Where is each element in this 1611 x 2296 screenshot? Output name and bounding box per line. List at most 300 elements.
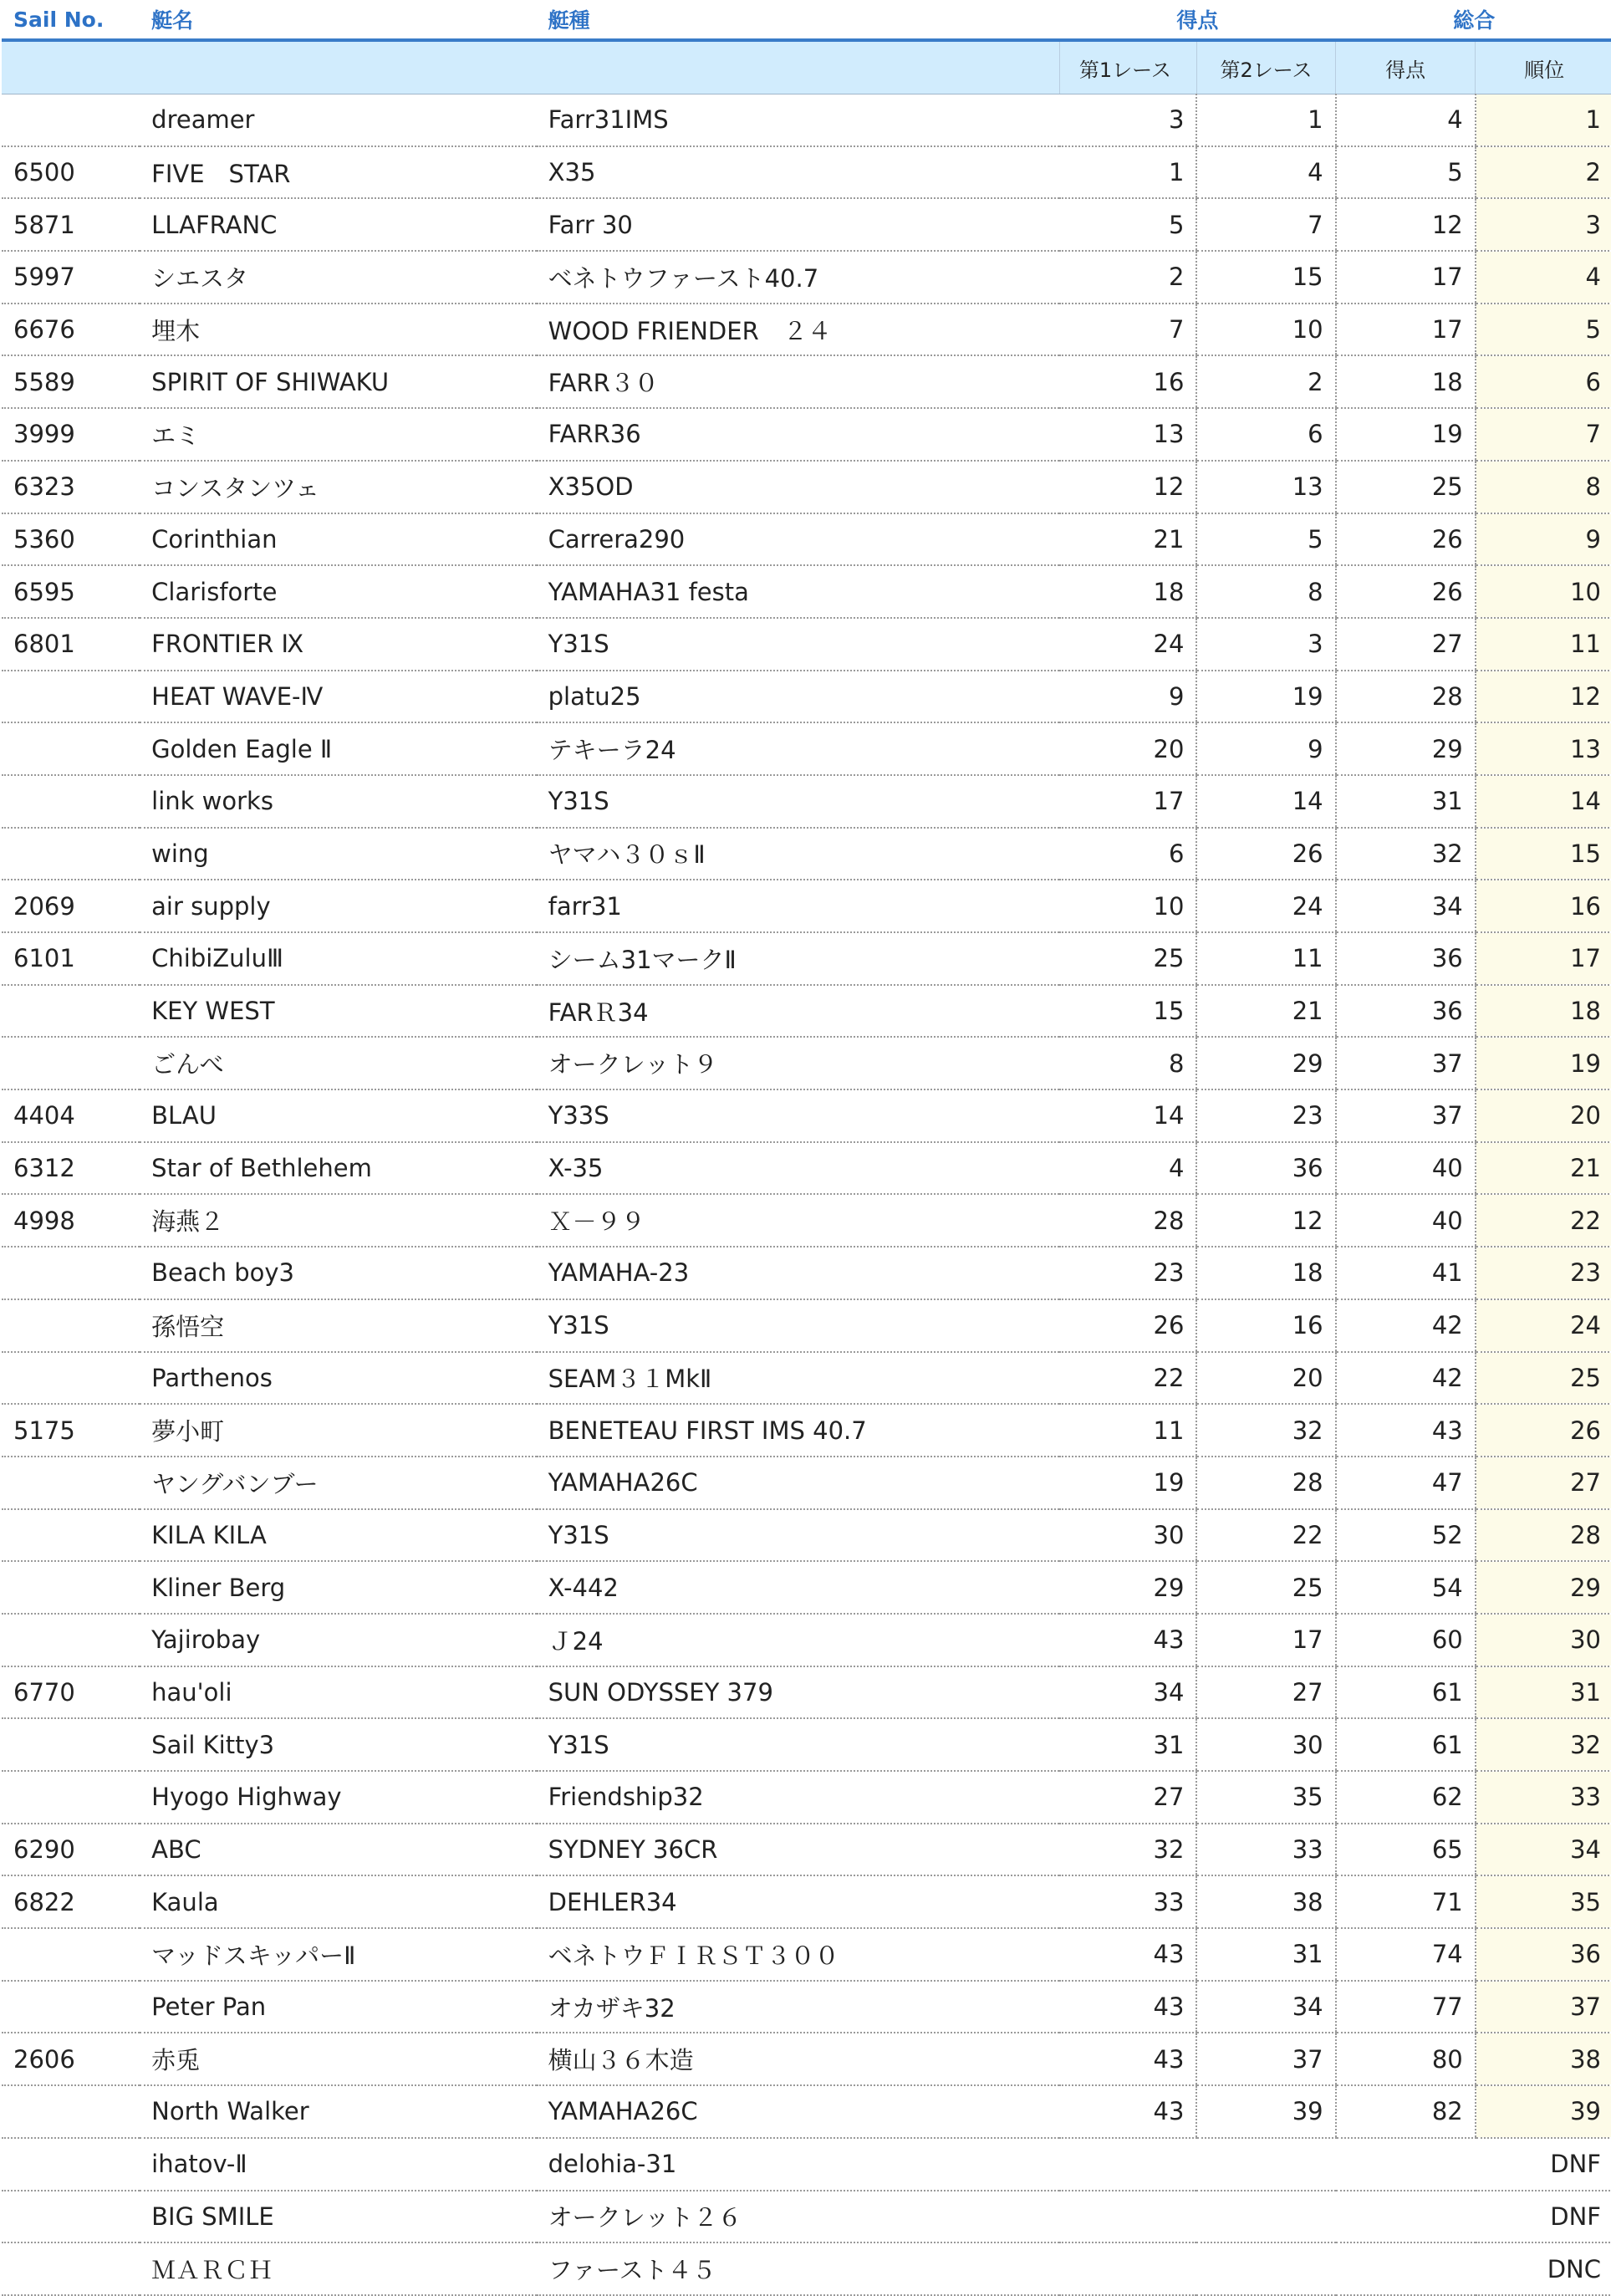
boat-name-cell: コンスタンツェ <box>140 461 536 513</box>
boat-name-cell: Yajirobay <box>140 1614 536 1666</box>
header-overall: 総合 <box>1336 0 1611 40</box>
total-score-cell: 5 <box>1336 146 1476 199</box>
race2-score-cell: 16 <box>1196 1299 1335 1352</box>
boat-name-cell: Golden Eagle Ⅱ <box>140 722 536 775</box>
total-score-cell: 71 <box>1336 1875 1476 1928</box>
total-score-cell: 62 <box>1336 1771 1476 1824</box>
race2-score-cell: 28 <box>1196 1457 1335 1509</box>
race1-score-cell: 5 <box>1059 198 1196 251</box>
race1-score-cell: 23 <box>1059 1247 1196 1299</box>
header-score: 得点 <box>1059 0 1335 40</box>
race2-score-cell: 18 <box>1196 1247 1335 1299</box>
table-row <box>2 1299 1611 1352</box>
rank-cell: 9 <box>1476 513 1611 566</box>
total-score-cell: 17 <box>1336 251 1476 304</box>
race2-score-cell: 7 <box>1196 198 1335 251</box>
race1-score-cell: 10 <box>1059 880 1196 932</box>
boat-type-cell: X35 <box>537 146 1060 199</box>
rank-cell: 12 <box>1476 671 1611 723</box>
boat-type-cell: YAMAHA26C <box>537 1457 1060 1509</box>
race2-score-cell: 38 <box>1196 1875 1335 1928</box>
boat-type-cell: farr31 <box>537 880 1060 932</box>
rank-cell: 21 <box>1476 1142 1611 1195</box>
total-score-cell: 12 <box>1336 198 1476 251</box>
race1-score-cell: 28 <box>1059 1194 1196 1247</box>
race2-score-cell: 31 <box>1196 1928 1335 1981</box>
table-row <box>2 2033 1611 2085</box>
boat-type-cell: platu25 <box>537 671 1060 723</box>
race2-score-cell: 8 <box>1196 565 1335 618</box>
total-score-cell: 65 <box>1336 1824 1476 1876</box>
table-row <box>2 1194 1611 1247</box>
boat-type-cell: Ｘ－９９ <box>537 1194 1060 1247</box>
sail-number-cell <box>2 722 140 775</box>
boat-type-cell: Y33S <box>537 1089 1060 1142</box>
sail-number-cell: 6290 <box>2 1824 140 1876</box>
sail-number-cell: 5997 <box>2 251 140 304</box>
race1-score-cell: 34 <box>1059 1666 1196 1719</box>
boat-type-cell: X-442 <box>537 1561 1060 1614</box>
rank-cell: 11 <box>1476 618 1611 671</box>
race2-score-cell: 1 <box>1196 94 1335 146</box>
race2-score-cell: 36 <box>1196 1142 1335 1195</box>
race1-score-cell: 32 <box>1059 1824 1196 1876</box>
race2-score-cell: 5 <box>1196 513 1335 566</box>
boat-name-cell: 海燕２ <box>140 1194 536 1247</box>
boat-name-cell: FIVE STAR <box>140 146 536 199</box>
sail-number-cell <box>2 775 140 828</box>
table-row <box>2 828 1611 880</box>
total-score-cell: 43 <box>1336 1404 1476 1457</box>
table-row <box>2 985 1611 1038</box>
boat-name-cell: link works <box>140 775 536 828</box>
rank-cell: 6 <box>1476 355 1611 408</box>
boat-name-cell: dreamer <box>140 94 536 146</box>
sail-number-cell: 6595 <box>2 565 140 618</box>
race1-score-cell: 43 <box>1059 2085 1196 2138</box>
total-score-cell: 74 <box>1336 1928 1476 1981</box>
sail-number-cell <box>2 828 140 880</box>
header-boat-name: 艇名 <box>140 0 536 40</box>
boat-type-cell: Farr 30 <box>537 198 1060 251</box>
boat-name-cell: ABC <box>140 1824 536 1876</box>
race2-score-cell: 19 <box>1196 671 1335 723</box>
boat-name-cell: ヤングバンブー <box>140 1457 536 1509</box>
table-row <box>2 1089 1611 1142</box>
race2-score-cell: 11 <box>1196 932 1335 985</box>
rank-cell: 10 <box>1476 565 1611 618</box>
race2-score-cell: 22 <box>1196 1509 1335 1562</box>
rank-cell: 16 <box>1476 880 1611 932</box>
rank-cell: 31 <box>1476 1666 1611 1719</box>
total-score-cell: 61 <box>1336 1666 1476 1719</box>
boat-name-cell: Peter Pan <box>140 1981 536 2033</box>
rank-cell: 22 <box>1476 1194 1611 1247</box>
race1-score-cell: 27 <box>1059 1771 1196 1824</box>
boat-type-cell: YAMAHA26C <box>537 2085 1060 2138</box>
race1-score-cell: 12 <box>1059 461 1196 513</box>
rank-cell: 25 <box>1476 1352 1611 1405</box>
race2-score-cell: 26 <box>1196 828 1335 880</box>
rank-cell: 33 <box>1476 1771 1611 1824</box>
boat-name-cell: 夢小町 <box>140 1404 536 1457</box>
race2-score-cell: 23 <box>1196 1089 1335 1142</box>
results-body <box>2 94 1611 2295</box>
sail-number-cell <box>2 985 140 1038</box>
race2-score-cell: 34 <box>1196 1981 1335 2033</box>
race1-score-cell: 8 <box>1059 1037 1196 1089</box>
race1-score-cell: 4 <box>1059 1142 1196 1195</box>
sail-number-cell: 5589 <box>2 355 140 408</box>
table-row <box>2 94 1611 146</box>
total-score-cell: 31 <box>1336 775 1476 828</box>
sail-number-cell: 6323 <box>2 461 140 513</box>
total-score-cell: 82 <box>1336 2085 1476 2138</box>
table-row <box>2 722 1611 775</box>
rank-cell: 14 <box>1476 775 1611 828</box>
table-row <box>2 1666 1611 1719</box>
race1-score-cell: 11 <box>1059 1404 1196 1457</box>
table-row <box>2 198 1611 251</box>
boat-name-cell: Kliner Berg <box>140 1561 536 1614</box>
sail-number-cell <box>2 1299 140 1352</box>
sail-number-cell: 6801 <box>2 618 140 671</box>
race2-score-cell: 6 <box>1196 408 1335 461</box>
sail-number-cell: 4404 <box>2 1089 140 1142</box>
boat-name-cell: シエスタ <box>140 251 536 304</box>
boat-name-cell: Kaula <box>140 1875 536 1928</box>
race1-score-cell: 3 <box>1059 94 1196 146</box>
table-row <box>2 1509 1611 1562</box>
race1-score-cell: 21 <box>1059 513 1196 566</box>
race1-score-cell: 17 <box>1059 775 1196 828</box>
race1-score-cell: 25 <box>1059 932 1196 985</box>
boat-type-cell: Farr31IMS <box>537 94 1060 146</box>
total-score-cell: 4 <box>1336 94 1476 146</box>
sail-number-cell <box>2 1718 140 1771</box>
sail-number-cell: 5175 <box>2 1404 140 1457</box>
boat-name-cell: 埋木 <box>140 304 536 356</box>
race2-score-cell: 32 <box>1196 1404 1335 1457</box>
table-row <box>2 1037 1611 1089</box>
sail-number-cell <box>2 1037 140 1089</box>
rank-cell: 15 <box>1476 828 1611 880</box>
table-row <box>2 2242 1611 2295</box>
race2-score-cell: 21 <box>1196 985 1335 1038</box>
race1-score-cell: 33 <box>1059 1875 1196 1928</box>
total-score-cell: 32 <box>1336 828 1476 880</box>
rank-cell: 8 <box>1476 461 1611 513</box>
boat-type-cell: ファースト４５ <box>537 2242 1060 2295</box>
table-row <box>2 1771 1611 1824</box>
sail-number-cell <box>2 1509 140 1562</box>
boat-name-cell: BIG SMILE <box>140 2191 536 2243</box>
race1-score-cell: 22 <box>1059 1352 1196 1405</box>
table-row <box>2 1404 1611 1457</box>
race2-score-cell: 17 <box>1196 1614 1335 1666</box>
boat-name-cell: Corinthian <box>140 513 536 566</box>
status-cell: DNC <box>1059 2242 1611 2295</box>
table-row <box>2 618 1611 671</box>
race1-score-cell: 2 <box>1059 251 1196 304</box>
boat-name-cell: KILA KILA <box>140 1509 536 1562</box>
table-row <box>2 2138 1611 2191</box>
rank-cell: 36 <box>1476 1928 1611 1981</box>
header-sail-no: Sail No. <box>2 0 140 40</box>
race1-score-cell: 16 <box>1059 355 1196 408</box>
boat-type-cell: オークレット２６ <box>537 2191 1060 2243</box>
boat-name-cell: 孫悟空 <box>140 1299 536 1352</box>
race2-score-cell: 27 <box>1196 1666 1335 1719</box>
total-score-cell: 36 <box>1336 985 1476 1038</box>
table-row <box>2 355 1611 408</box>
boat-type-cell: X-35 <box>537 1142 1060 1195</box>
boat-type-cell: YAMAHA-23 <box>537 1247 1060 1299</box>
race2-score-cell: 33 <box>1196 1824 1335 1876</box>
race2-score-cell: 3 <box>1196 618 1335 671</box>
race2-score-cell: 4 <box>1196 146 1335 199</box>
race1-score-cell: 6 <box>1059 828 1196 880</box>
boat-type-cell: Y31S <box>537 1718 1060 1771</box>
boat-name-cell: wing <box>140 828 536 880</box>
race1-score-cell: 13 <box>1059 408 1196 461</box>
race2-score-cell: 30 <box>1196 1718 1335 1771</box>
sail-number-cell: 5360 <box>2 513 140 566</box>
boat-type-cell: Carrera290 <box>537 513 1060 566</box>
rank-cell: 17 <box>1476 932 1611 985</box>
boat-name-cell: ごんべ <box>140 1037 536 1089</box>
race2-score-cell: 14 <box>1196 775 1335 828</box>
boat-name-cell: SPIRIT OF SHIWAKU <box>140 355 536 408</box>
race1-score-cell: 30 <box>1059 1509 1196 1562</box>
rank-cell: 7 <box>1476 408 1611 461</box>
status-cell: DNF <box>1059 2138 1611 2191</box>
race1-score-cell: 24 <box>1059 618 1196 671</box>
race2-score-cell: 37 <box>1196 2033 1335 2085</box>
rank-cell: 1 <box>1476 94 1611 146</box>
boat-type-cell: FARR36 <box>537 408 1060 461</box>
sail-number-cell: 6312 <box>2 1142 140 1195</box>
race1-score-cell: 43 <box>1059 1614 1196 1666</box>
total-score-cell: 80 <box>1336 2033 1476 2085</box>
race2-score-cell: 12 <box>1196 1194 1335 1247</box>
rank-cell: 39 <box>1476 2085 1611 2138</box>
sail-number-cell: 6101 <box>2 932 140 985</box>
boat-type-cell: Y31S <box>537 1299 1060 1352</box>
race1-score-cell: 19 <box>1059 1457 1196 1509</box>
rank-cell: 13 <box>1476 722 1611 775</box>
sail-number-cell <box>2 1561 140 1614</box>
boat-type-cell: SEAM３１MkⅡ <box>537 1352 1060 1405</box>
boat-type-cell: Y31S <box>537 618 1060 671</box>
race2-score-cell: 2 <box>1196 355 1335 408</box>
race2-score-cell: 29 <box>1196 1037 1335 1089</box>
table-row <box>2 1928 1611 1981</box>
boat-type-cell: テキーラ24 <box>537 722 1060 775</box>
total-score-cell: 34 <box>1336 880 1476 932</box>
subheader-total: 得点 <box>1336 40 1476 94</box>
table-row <box>2 2191 1611 2243</box>
table-row <box>2 775 1611 828</box>
boat-name-cell: ChibiZuluⅢ <box>140 932 536 985</box>
boat-type-cell: FARＲ34 <box>537 985 1060 1038</box>
total-score-cell: 47 <box>1336 1457 1476 1509</box>
sail-number-cell <box>2 1928 140 1981</box>
table-row <box>2 1352 1611 1405</box>
sail-number-cell: 6770 <box>2 1666 140 1719</box>
boat-type-cell: WOOD FRIENDER ２４ <box>537 304 1060 356</box>
rank-cell: 20 <box>1476 1089 1611 1142</box>
table-row <box>2 1981 1611 2033</box>
boat-type-cell: SYDNEY 36CR <box>537 1824 1060 1876</box>
boat-type-cell: オークレット９ <box>537 1037 1060 1089</box>
sail-number-cell: 2069 <box>2 880 140 932</box>
boat-name-cell: air supply <box>140 880 536 932</box>
total-score-cell: 26 <box>1336 513 1476 566</box>
race1-score-cell: 43 <box>1059 1981 1196 2033</box>
sail-number-cell <box>2 2242 140 2295</box>
status-cell: DNF <box>1059 2191 1611 2243</box>
rank-cell: 30 <box>1476 1614 1611 1666</box>
sail-number-cell: 6500 <box>2 146 140 199</box>
boat-type-cell: ベネトウファースト40.7 <box>537 251 1060 304</box>
total-score-cell: 42 <box>1336 1299 1476 1352</box>
race1-score-cell: 26 <box>1059 1299 1196 1352</box>
sail-number-cell <box>2 1981 140 2033</box>
total-score-cell: 54 <box>1336 1561 1476 1614</box>
table-row <box>2 1561 1611 1614</box>
table-row <box>2 408 1611 461</box>
rank-cell: 28 <box>1476 1509 1611 1562</box>
total-score-cell: 40 <box>1336 1194 1476 1247</box>
boat-name-cell: エミ <box>140 408 536 461</box>
sail-number-cell <box>2 1457 140 1509</box>
boat-name-cell: Parthenos <box>140 1352 536 1405</box>
race2-score-cell: 25 <box>1196 1561 1335 1614</box>
rank-cell: 23 <box>1476 1247 1611 1299</box>
total-score-cell: 37 <box>1336 1037 1476 1089</box>
boat-name-cell: KEY WEST <box>140 985 536 1038</box>
table-row <box>2 565 1611 618</box>
subheader-row <box>2 40 1611 94</box>
total-score-cell: 42 <box>1336 1352 1476 1405</box>
boat-type-cell: DEHLER34 <box>537 1875 1060 1928</box>
total-score-cell: 40 <box>1336 1142 1476 1195</box>
race1-score-cell: 20 <box>1059 722 1196 775</box>
rank-cell: 5 <box>1476 304 1611 356</box>
sail-number-cell: 6822 <box>2 1875 140 1928</box>
total-score-cell: 52 <box>1336 1509 1476 1562</box>
boat-type-cell: BENETEAU FIRST IMS 40.7 <box>537 1404 1060 1457</box>
race2-score-cell: 15 <box>1196 251 1335 304</box>
race2-score-cell: 20 <box>1196 1352 1335 1405</box>
race1-score-cell: 9 <box>1059 671 1196 723</box>
sail-number-cell <box>2 2138 140 2191</box>
sail-number-cell <box>2 1352 140 1405</box>
boat-type-cell: Ｊ24 <box>537 1614 1060 1666</box>
boat-name-cell: Sail Kitty3 <box>140 1718 536 1771</box>
table-row <box>2 1824 1611 1876</box>
rank-cell: 3 <box>1476 198 1611 251</box>
boat-name-cell: マッドスキッパーⅡ <box>140 1928 536 1981</box>
boat-type-cell: YAMAHA31 festa <box>537 565 1060 618</box>
rank-cell: 24 <box>1476 1299 1611 1352</box>
race1-score-cell: 43 <box>1059 1928 1196 1981</box>
total-score-cell: 19 <box>1336 408 1476 461</box>
total-score-cell: 27 <box>1336 618 1476 671</box>
total-score-cell: 60 <box>1336 1614 1476 1666</box>
subheader-blank <box>2 40 1059 94</box>
total-score-cell: 25 <box>1336 461 1476 513</box>
boat-type-cell: 横山３６木造 <box>537 2033 1060 2085</box>
sail-number-cell <box>2 94 140 146</box>
boat-type-cell: Y31S <box>537 775 1060 828</box>
table-row <box>2 2085 1611 2138</box>
boat-name-cell: Star of Bethlehem <box>140 1142 536 1195</box>
table-row <box>2 1875 1611 1928</box>
sail-number-cell <box>2 1771 140 1824</box>
table-row <box>2 251 1611 304</box>
subheader-race2: 第2レース <box>1196 40 1335 94</box>
race1-score-cell: 7 <box>1059 304 1196 356</box>
rank-cell: 26 <box>1476 1404 1611 1457</box>
table-row <box>2 1142 1611 1195</box>
sail-number-cell: 5871 <box>2 198 140 251</box>
sail-number-cell <box>2 671 140 723</box>
sail-number-cell: 6676 <box>2 304 140 356</box>
boat-name-cell: Clarisforte <box>140 565 536 618</box>
race2-score-cell: 35 <box>1196 1771 1335 1824</box>
rank-cell: 32 <box>1476 1718 1611 1771</box>
table-row <box>2 932 1611 985</box>
boat-type-cell: Friendship32 <box>537 1771 1060 1824</box>
sail-number-cell: 2606 <box>2 2033 140 2085</box>
total-score-cell: 77 <box>1336 1981 1476 2033</box>
race1-score-cell: 18 <box>1059 565 1196 618</box>
header-row <box>2 0 1611 40</box>
rank-cell: 34 <box>1476 1824 1611 1876</box>
boat-name-cell: ＭＡＲＣＨ <box>140 2242 536 2295</box>
rank-cell: 2 <box>1476 146 1611 199</box>
boat-name-cell: HEAT WAVE-Ⅳ <box>140 671 536 723</box>
table-row <box>2 1718 1611 1771</box>
boat-name-cell: BLAU <box>140 1089 536 1142</box>
race1-score-cell: 1 <box>1059 146 1196 199</box>
race2-score-cell: 9 <box>1196 722 1335 775</box>
race1-score-cell: 29 <box>1059 1561 1196 1614</box>
race1-score-cell: 43 <box>1059 2033 1196 2085</box>
boat-name-cell: Hyogo Highway <box>140 1771 536 1824</box>
table-row <box>2 513 1611 566</box>
boat-type-cell: delohia-31 <box>537 2138 1060 2191</box>
header-boat-type: 艇種 <box>537 0 1060 40</box>
subheader-rank: 順位 <box>1476 40 1611 94</box>
race2-score-cell: 10 <box>1196 304 1335 356</box>
boat-name-cell: ihatov-Ⅱ <box>140 2138 536 2191</box>
boat-type-cell: ベネトウＦＩＲＳＴ３００ <box>537 1928 1060 1981</box>
total-score-cell: 41 <box>1336 1247 1476 1299</box>
table-row <box>2 304 1611 356</box>
sail-number-cell <box>2 1614 140 1666</box>
subheader-race1: 第1レース <box>1059 40 1196 94</box>
table-row <box>2 1614 1611 1666</box>
boat-type-cell: オカザキ32 <box>537 1981 1060 2033</box>
race2-score-cell: 39 <box>1196 2085 1335 2138</box>
table-row <box>2 671 1611 723</box>
total-score-cell: 61 <box>1336 1718 1476 1771</box>
boat-name-cell: FRONTIER Ⅸ <box>140 618 536 671</box>
rank-cell: 19 <box>1476 1037 1611 1089</box>
